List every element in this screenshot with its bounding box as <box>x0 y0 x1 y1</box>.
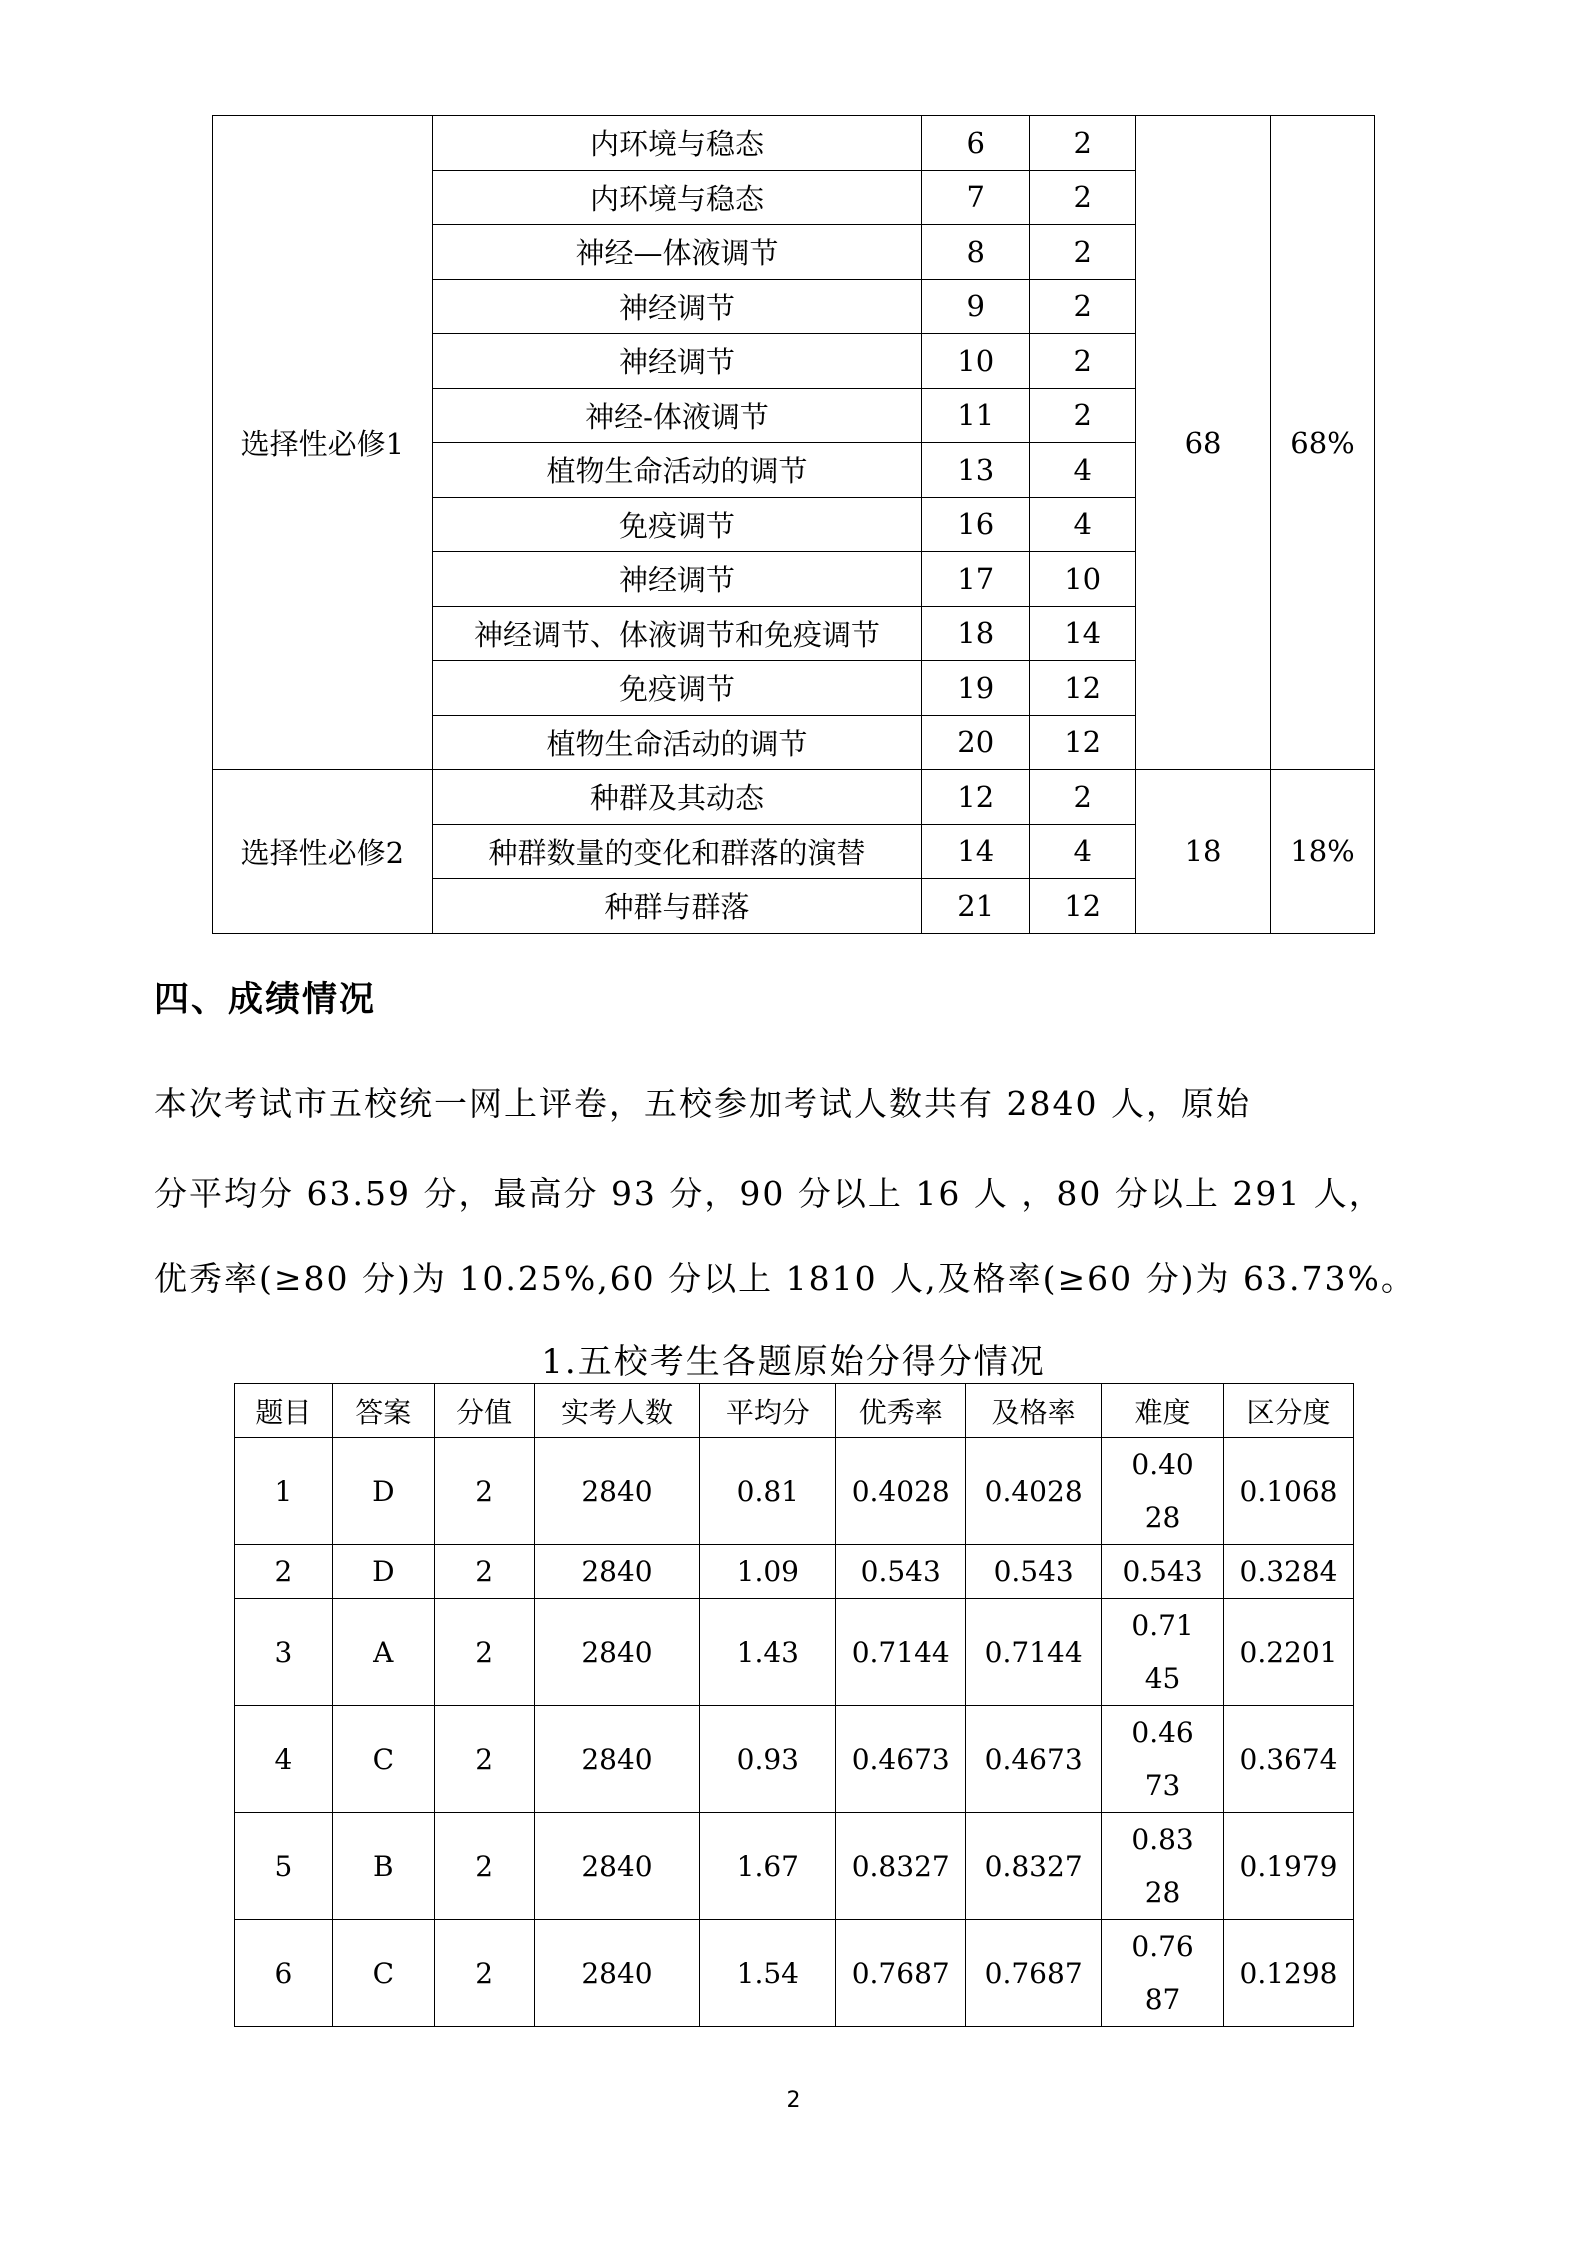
pass-cell: 0.7144 <box>966 1599 1102 1706</box>
points-cell: 2 <box>434 1545 534 1599</box>
topic-cell: 神经调节 <box>432 552 922 607</box>
question-number-cell: 16 <box>922 497 1030 552</box>
pass-cell: 0.4028 <box>966 1438 1102 1545</box>
summary-line-2: 分平均分 63.59 分，最高分 93 分，90 分以上 16 人 ，80 分以上 291 人， <box>154 1174 1384 1213</box>
question-number-cell: 6 <box>922 116 1030 171</box>
count-cell: 2840 <box>534 1545 700 1599</box>
question-number-cell: 21 <box>922 879 1030 934</box>
column-header: 答案 <box>332 1384 434 1438</box>
module-total-cell: 68 <box>1136 116 1271 770</box>
question-number-cell: 12 <box>922 770 1030 825</box>
score-cell: 2 <box>1030 388 1136 443</box>
page-number: 2 <box>786 2088 801 2113</box>
topic-cell: 内环境与稳态 <box>432 170 922 225</box>
score-cell: 14 <box>1030 606 1136 661</box>
table-row <box>235 1599 1354 1706</box>
difficulty-cell <box>1102 1438 1224 1545</box>
topic-cell: 植物生命活动的调节 <box>432 715 922 770</box>
excellent-cell: 0.7687 <box>836 1920 966 2027</box>
answer-cell: D <box>332 1545 434 1599</box>
id-cell: 3 <box>235 1599 333 1706</box>
discrimination-cell: 0.1068 <box>1224 1438 1354 1545</box>
column-header: 优秀率 <box>836 1384 966 1438</box>
avg-cell: 1.67 <box>700 1813 836 1920</box>
table-row <box>213 770 1375 825</box>
points-cell: 2 <box>434 1920 534 2027</box>
excellent-cell: 0.543 <box>836 1545 966 1599</box>
id-cell: 5 <box>235 1813 333 1920</box>
topic-cell: 免疫调节 <box>432 661 922 716</box>
question-number-cell: 18 <box>922 606 1030 661</box>
avg-cell: 1.09 <box>700 1545 836 1599</box>
score-cell: 12 <box>1030 879 1136 934</box>
excellent-cell: 0.4028 <box>836 1438 966 1545</box>
topic-cell: 植物生命活动的调节 <box>432 443 922 498</box>
summary-line-1: 本次考试市五校统一网上评卷，五校参加考试人数共有 2840 人，原始 <box>154 1084 1251 1123</box>
count-cell: 2840 <box>534 1706 700 1813</box>
question-number-cell: 17 <box>922 552 1030 607</box>
answer-cell: C <box>332 1920 434 2027</box>
module-percent-cell: 18% <box>1271 770 1375 934</box>
excellent-cell: 0.7144 <box>836 1599 966 1706</box>
table-row <box>235 1920 1354 2027</box>
difficulty-cell: 0.543 <box>1102 1545 1224 1599</box>
topic-cell: 神经调节 <box>432 334 922 389</box>
score-table-header <box>235 1384 1354 1438</box>
question-number-cell: 13 <box>922 443 1030 498</box>
topic-cell: 神经调节 <box>432 279 922 334</box>
difficulty-value: 0.4028 <box>1131 1448 1194 1534</box>
question-number-cell: 14 <box>922 824 1030 879</box>
difficulty-value: 0.7687 <box>1131 1930 1194 2016</box>
difficulty-cell <box>1102 1599 1224 1706</box>
table-row <box>235 1438 1354 1545</box>
score-cell: 12 <box>1030 661 1136 716</box>
points-cell: 2 <box>434 1599 534 1706</box>
pass-cell: 0.8327 <box>966 1813 1102 1920</box>
question-number-cell: 8 <box>922 225 1030 280</box>
topic-cell: 种群与群落 <box>432 879 922 934</box>
column-header: 实考人数 <box>534 1384 700 1438</box>
module-percent-cell: 68% <box>1271 116 1375 770</box>
avg-cell: 0.81 <box>700 1438 836 1545</box>
difficulty-cell <box>1102 1813 1224 1920</box>
points-cell: 2 <box>434 1813 534 1920</box>
points-cell: 2 <box>434 1706 534 1813</box>
answer-cell: C <box>332 1706 434 1813</box>
avg-cell: 1.43 <box>700 1599 836 1706</box>
count-cell: 2840 <box>534 1920 700 2027</box>
topic-cell: 神经调节、体液调节和免疫调节 <box>432 606 922 661</box>
difficulty-cell <box>1102 1920 1224 2027</box>
discrimination-cell: 0.1979 <box>1224 1813 1354 1920</box>
answer-cell: D <box>332 1438 434 1545</box>
score-cell: 2 <box>1030 279 1136 334</box>
difficulty-value: 0.8328 <box>1131 1823 1194 1909</box>
column-header: 区分度 <box>1224 1384 1354 1438</box>
avg-cell: 0.93 <box>700 1706 836 1813</box>
discrimination-cell: 0.3284 <box>1224 1545 1354 1599</box>
table-row <box>235 1545 1354 1599</box>
table-row <box>213 116 1375 171</box>
difficulty-cell <box>1102 1706 1224 1813</box>
score-cell: 4 <box>1030 443 1136 498</box>
id-cell: 4 <box>235 1706 333 1813</box>
pass-cell: 0.7687 <box>966 1920 1102 2027</box>
score-table-caption: 1.五校考生各题原始分得分情况 <box>541 1342 1046 1382</box>
topic-cell: 神经—体液调节 <box>432 225 922 280</box>
question-number-cell: 9 <box>922 279 1030 334</box>
count-cell: 2840 <box>534 1813 700 1920</box>
score-cell: 10 <box>1030 552 1136 607</box>
score-cell: 2 <box>1030 116 1136 171</box>
id-cell: 6 <box>235 1920 333 2027</box>
table-row <box>235 1706 1354 1813</box>
id-cell: 2 <box>235 1545 333 1599</box>
avg-cell: 1.54 <box>700 1920 836 2027</box>
question-number-cell: 7 <box>922 170 1030 225</box>
column-header: 分值 <box>434 1384 534 1438</box>
score-cell: 4 <box>1030 497 1136 552</box>
topic-cell: 种群及其动态 <box>432 770 922 825</box>
score-cell: 12 <box>1030 715 1136 770</box>
topic-cell: 免疫调节 <box>432 497 922 552</box>
score-cell: 2 <box>1030 170 1136 225</box>
score-cell: 4 <box>1030 824 1136 879</box>
section-heading: 四、成绩情况 <box>154 980 377 1020</box>
discrimination-cell: 0.1298 <box>1224 1920 1354 2027</box>
pass-cell: 0.4673 <box>966 1706 1102 1813</box>
column-header: 题目 <box>235 1384 333 1438</box>
module-name-cell: 选择性必修1 <box>213 116 433 770</box>
count-cell: 2840 <box>534 1599 700 1706</box>
column-header: 及格率 <box>966 1384 1102 1438</box>
excellent-cell: 0.4673 <box>836 1706 966 1813</box>
question-number-cell: 20 <box>922 715 1030 770</box>
topic-cell: 内环境与稳态 <box>432 116 922 171</box>
discrimination-cell: 0.3674 <box>1224 1706 1354 1813</box>
column-header: 平均分 <box>700 1384 836 1438</box>
table-row <box>235 1813 1354 1920</box>
difficulty-value: 0.7145 <box>1131 1609 1194 1695</box>
points-cell: 2 <box>434 1438 534 1545</box>
question-number-cell: 11 <box>922 388 1030 443</box>
score-cell: 2 <box>1030 334 1136 389</box>
topic-cell: 神经-体液调节 <box>432 388 922 443</box>
question-number-cell: 10 <box>922 334 1030 389</box>
answer-cell: B <box>332 1813 434 1920</box>
excellent-cell: 0.8327 <box>836 1813 966 1920</box>
answer-cell: A <box>332 1599 434 1706</box>
module-name-cell: 选择性必修2 <box>213 770 433 934</box>
module-total-cell: 18 <box>1136 770 1271 934</box>
difficulty-value: 0.4673 <box>1131 1716 1194 1802</box>
question-number-cell: 19 <box>922 661 1030 716</box>
count-cell: 2840 <box>534 1438 700 1545</box>
pass-cell: 0.543 <box>966 1545 1102 1599</box>
id-cell: 1 <box>235 1438 333 1545</box>
score-table <box>234 1383 1354 2027</box>
topic-cell: 种群数量的变化和群落的演替 <box>432 824 922 879</box>
score-cell: 2 <box>1030 770 1136 825</box>
discrimination-cell: 0.2201 <box>1224 1599 1354 1706</box>
module-distribution-table <box>212 115 1375 934</box>
summary-line-3: 优秀率(≥80 分)为 10.25%,60 分以上 1810 人,及格率(≥60 分)为 63.73%。 <box>154 1259 1416 1298</box>
score-cell: 2 <box>1030 225 1136 280</box>
column-header: 难度 <box>1102 1384 1224 1438</box>
